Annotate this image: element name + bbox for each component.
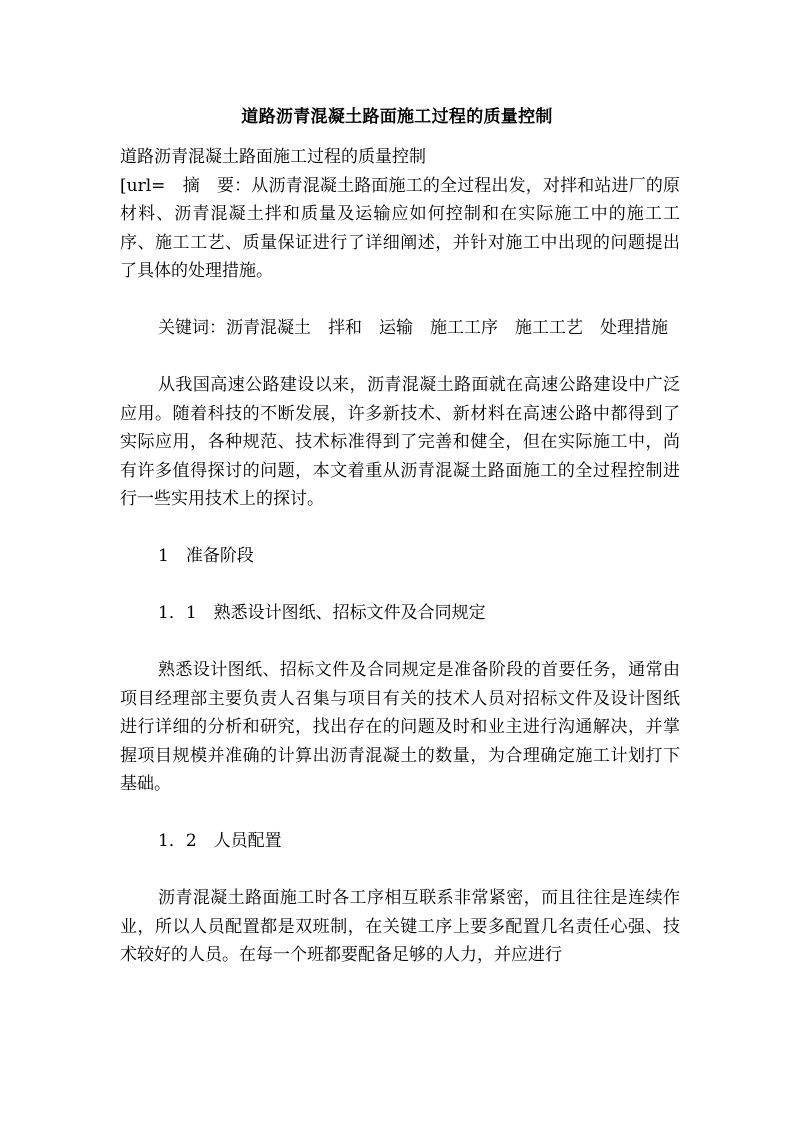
intro-paragraph: 从我国高速公路建设以来，沥青混凝土路面就在高速公路建设中广泛应用。随着科技的不断发展，许多新技术、新材料在高速公路中都得到了实际应用，各种规范、技术标准得到了完善和健全，但在实际施工中，尚有许多值得探讨的问题，本文着重从沥青混凝土路面施工的全过程控制进行一些实用技术上的探讨。 <box>120 375 680 509</box>
paragraph-gap <box>120 514 680 543</box>
section-heading-1: 1 准备阶段 <box>158 546 254 566</box>
paragraph-gap <box>120 856 680 885</box>
paragraph-gap <box>120 628 680 657</box>
paragraph-gap <box>120 571 680 600</box>
paragraph-gap <box>120 286 680 315</box>
paragraph-1-2: 沥青混凝土路面施工时各工序相互联系非常紧密，而且往往是连续作业，所以人员配置都是双班制，在关键工序上要多配置几名责任心强、技术较好的人员。在每一个班都要配备足够的人力，并应进行 <box>120 888 680 965</box>
document-body <box>120 143 680 970</box>
document-title: 道路沥青混凝土路面施工过程的质量控制 <box>241 107 553 127</box>
keywords-paragraph: 关键词：沥青混凝土 拌和 运输 施工工序 施工工艺 处理措施 <box>158 318 668 338</box>
section-heading-1-2: 1．2 人员配置 <box>158 831 282 851</box>
document-subtitle: 道路沥青混凝土路面施工过程的质量控制 <box>120 147 426 167</box>
section-heading-1-1: 1．1 熟悉设计图纸、招标文件及合同规定 <box>158 603 486 623</box>
paragraph-gap <box>120 799 680 828</box>
paragraph-gap <box>120 343 680 372</box>
abstract-paragraph: [url= 摘 要：从沥青混凝土路面施工的全过程出发，对拌和站进厂的原材料、沥青混凝土拌和质量及运输应如何控制和在实际施工中的施工工序、施工工艺、质量保证进行了详细阐述，并针对施工中出现的问题提出了具体的处理措施。 <box>120 175 680 281</box>
paragraph-1-1: 熟悉设计图纸、招标文件及合同规定是准备阶段的首要任务，通常由项目经理部主要负责人召集与项目有关的技术人员对招标文件及设计图纸进行详细的分析和研究，找出存在的问题及时和业主进行沟通解决，并掌握项目规模并准确的计算出沥青混凝土的数量，为合理确定施工计划打下基础。 <box>120 660 680 794</box>
